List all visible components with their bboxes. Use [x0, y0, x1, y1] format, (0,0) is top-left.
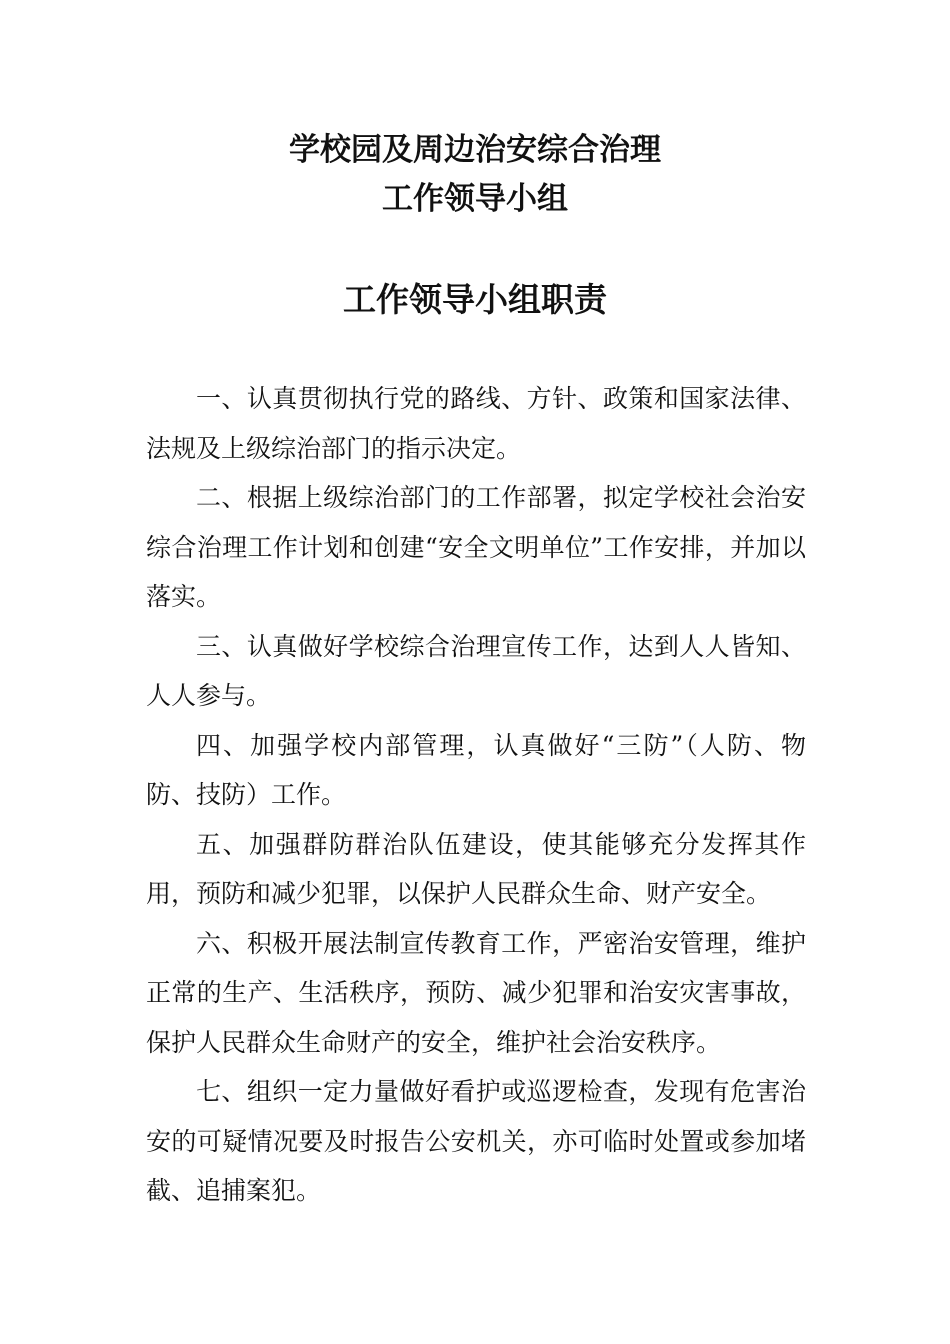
- paragraph-5: 五、加强群防群治队伍建设，使其能够充分发挥其作用，预防和减少犯罪，以保护人民群众生命、财产安全。: [146, 829, 806, 908]
- document-body: [146, 374, 806, 1216]
- section-heading: 工作领导小组职责: [343, 280, 607, 319]
- title-line-2: 工作领导小组: [382, 181, 568, 217]
- document-title: [0, 126, 950, 224]
- paragraph-3: 三、认真做好学校综合治理宣传工作，达到人人皆知、人人参与。: [146, 631, 806, 710]
- paragraph-4: 四、加强学校内部管理，认真做好“三防”（人防、物防、技防）工作。: [146, 730, 806, 809]
- title-line-1: 学校园及周边治安综合治理: [289, 132, 661, 168]
- paragraph-2: 二、根据上级综治部门的工作部署，拟定学校社会治安综合治理工作计划和创建“安全文明单位”工作安排，并加以落实。: [146, 483, 806, 611]
- paragraph-7: 七、组织一定力量做好看护或巡逻检查，发现有危害治安的可疑情况要及时报告公安机关，亦可临时处置或参加堵截、追捕案犯。: [146, 1077, 806, 1205]
- paragraph-1: 一、认真贯彻执行党的路线、方针、政策和国家法律、法规及上级综治部门的指示决定。: [146, 384, 806, 463]
- paragraph-6: 六、积极开展法制宣传教育工作，严密治安管理，维护正常的生产、生活秩序，预防、减少犯罪和治安灾害事故，保护人民群众生命财产的安全，维护社会治安秩序。: [146, 928, 806, 1057]
